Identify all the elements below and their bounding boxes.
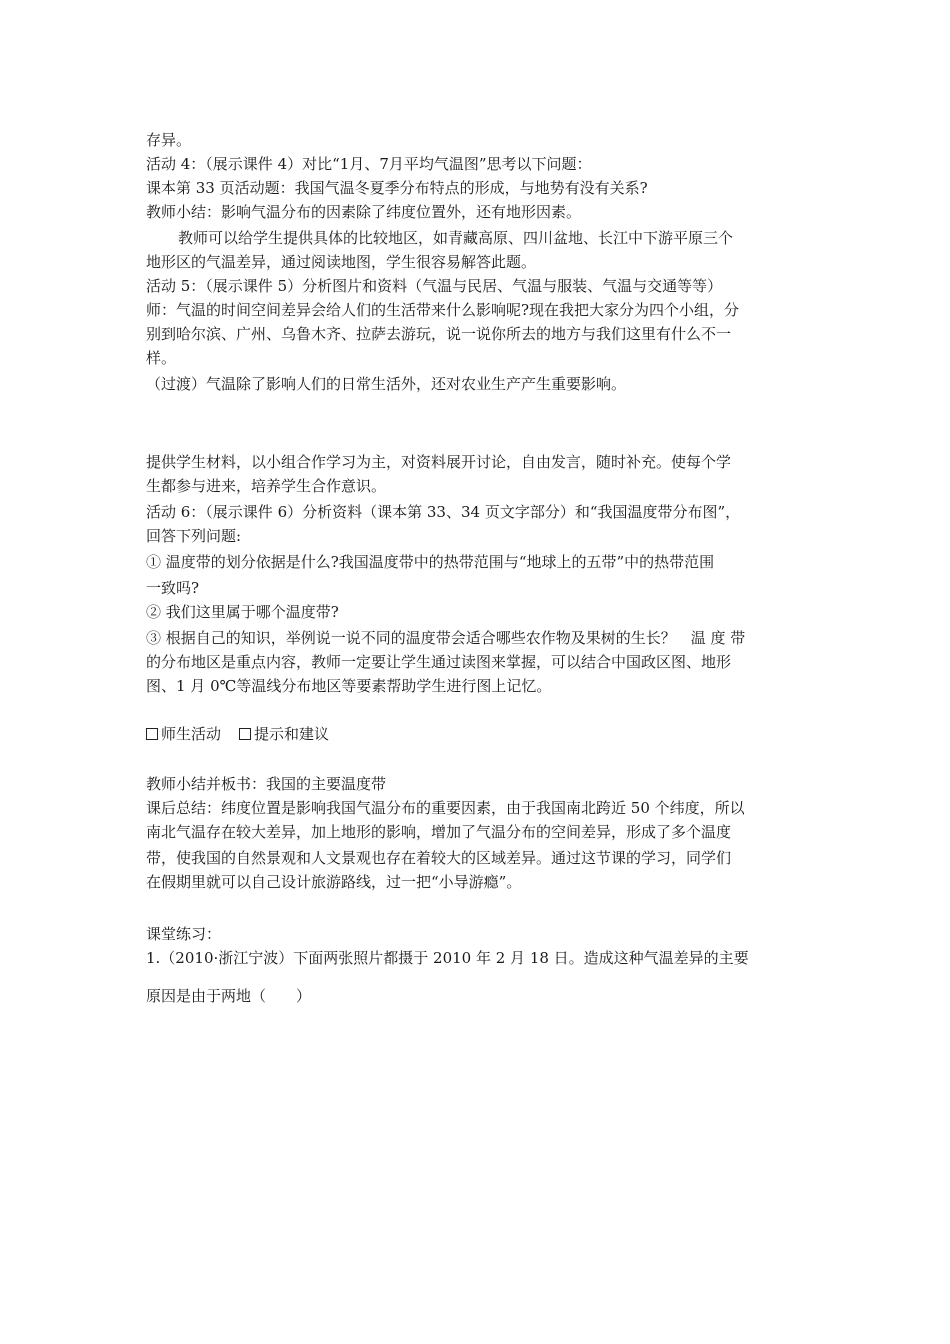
text-line: ③ 根据自己的知识，举例说一说不同的温度带会适合哪些农作物及果树的生长？ 温 度 带 bbox=[146, 629, 746, 647]
checkbox-legend bbox=[146, 722, 329, 746]
text-line: 回答下列问题: bbox=[146, 527, 242, 545]
checkbox-label-tips: 提示和建议 bbox=[254, 725, 330, 743]
checkbox-icon bbox=[239, 728, 251, 740]
text-line: 师：气温的时间空间差异会给人们的生活带来什么影响呢?现在我把大家分为四个小组，分 bbox=[146, 301, 740, 319]
text-line: 生都参与进来，培养学生合作意识。 bbox=[146, 477, 387, 495]
text-line: 原因是由于两地（ ） bbox=[146, 987, 312, 1005]
text-line: 样。 bbox=[146, 349, 177, 367]
text-line: （过渡）气温除了影响人们的日常生活外，还对农业生产产生重要影响。 bbox=[146, 375, 627, 393]
text-line: 在假期里就可以自己设计旅游路线，过一把“小导游瘾”。 bbox=[146, 873, 522, 891]
text-line: 地形区的气温差异，通过阅读地图，学生很容易解答此题。 bbox=[146, 253, 537, 271]
text-line: 课本第 33 页活动题：我国气温冬夏季分布特点的形成，与地势有没有关系? bbox=[146, 179, 648, 197]
text-line: 南北气温存在较大差异，加上地形的影响，增加了气温分布的空间差异，形成了多个温度 bbox=[146, 823, 732, 841]
text-line: 存异。 bbox=[146, 131, 192, 149]
text-line: ① 温度带的划分依据是什么?我国温度带中的热带范围与“地球上的五带”中的热带范围 bbox=[146, 553, 715, 571]
text-line: 课堂练习： bbox=[146, 925, 222, 943]
text-line: 的分布地区是重点内容，教师一定要让学生通过读图来掌握，可以结合中国政区图、地形 bbox=[146, 653, 732, 671]
checkbox-icon bbox=[146, 728, 158, 740]
text-line: 一致吗? bbox=[146, 579, 200, 597]
text-line: 活动 4：（展示课件 4）对比“1月、7月平均气温图”思考以下问题： bbox=[146, 155, 592, 173]
text-line: 教师可以给学生提供具体的比较地区，如青藏高原、四川盆地、长江中下游平原三个 bbox=[178, 229, 734, 247]
text-line: 图、1 月 0℃等温线分布地区等要素帮助学生进行图上记忆。 bbox=[146, 677, 552, 695]
text-line: 活动 5：（展示课件 5）分析图片和资料（气温与民居、气温与服装、气温与交通等等） bbox=[146, 277, 723, 295]
text-line: 提供学生材料，以小组合作学习为主，对资料展开讨论，自由发言，随时补充。使每个学 bbox=[146, 453, 732, 471]
text-line: ② 我们这里属于哪个温度带? bbox=[146, 603, 339, 621]
text-line: 别到哈尔滨、广州、乌鲁木齐、拉萨去游玩，说一说你所去的地方与我们这里有什么不一 bbox=[146, 325, 732, 343]
text-line: 带，使我国的自然景观和人文景观也存在着较大的区域差异。通过这节课的学习，同学们 bbox=[146, 849, 732, 867]
text-line: 活动 6：（展示课件 6）分析资料（课本第 33、34 页文字部分）和“我国温度带分布图”， bbox=[146, 503, 741, 521]
text-line: 1.（2010·浙江宁波）下面两张照片都摄于 2010 年 2 月 18 日。造成这种气温差异的主要 bbox=[146, 949, 749, 967]
text-line: 教师小结：影响气温分布的因素除了纬度位置外，还有地形因素。 bbox=[146, 203, 582, 221]
text-line: 课后总结：纬度位置是影响我国气温分布的重要因素，由于我国南北跨近 50 个纬度，所以 bbox=[146, 799, 745, 817]
text-line: 教师小结并板书：我国的主要温度带 bbox=[146, 775, 387, 793]
checkbox-label-teacher-student: 师生活动 bbox=[161, 725, 222, 743]
